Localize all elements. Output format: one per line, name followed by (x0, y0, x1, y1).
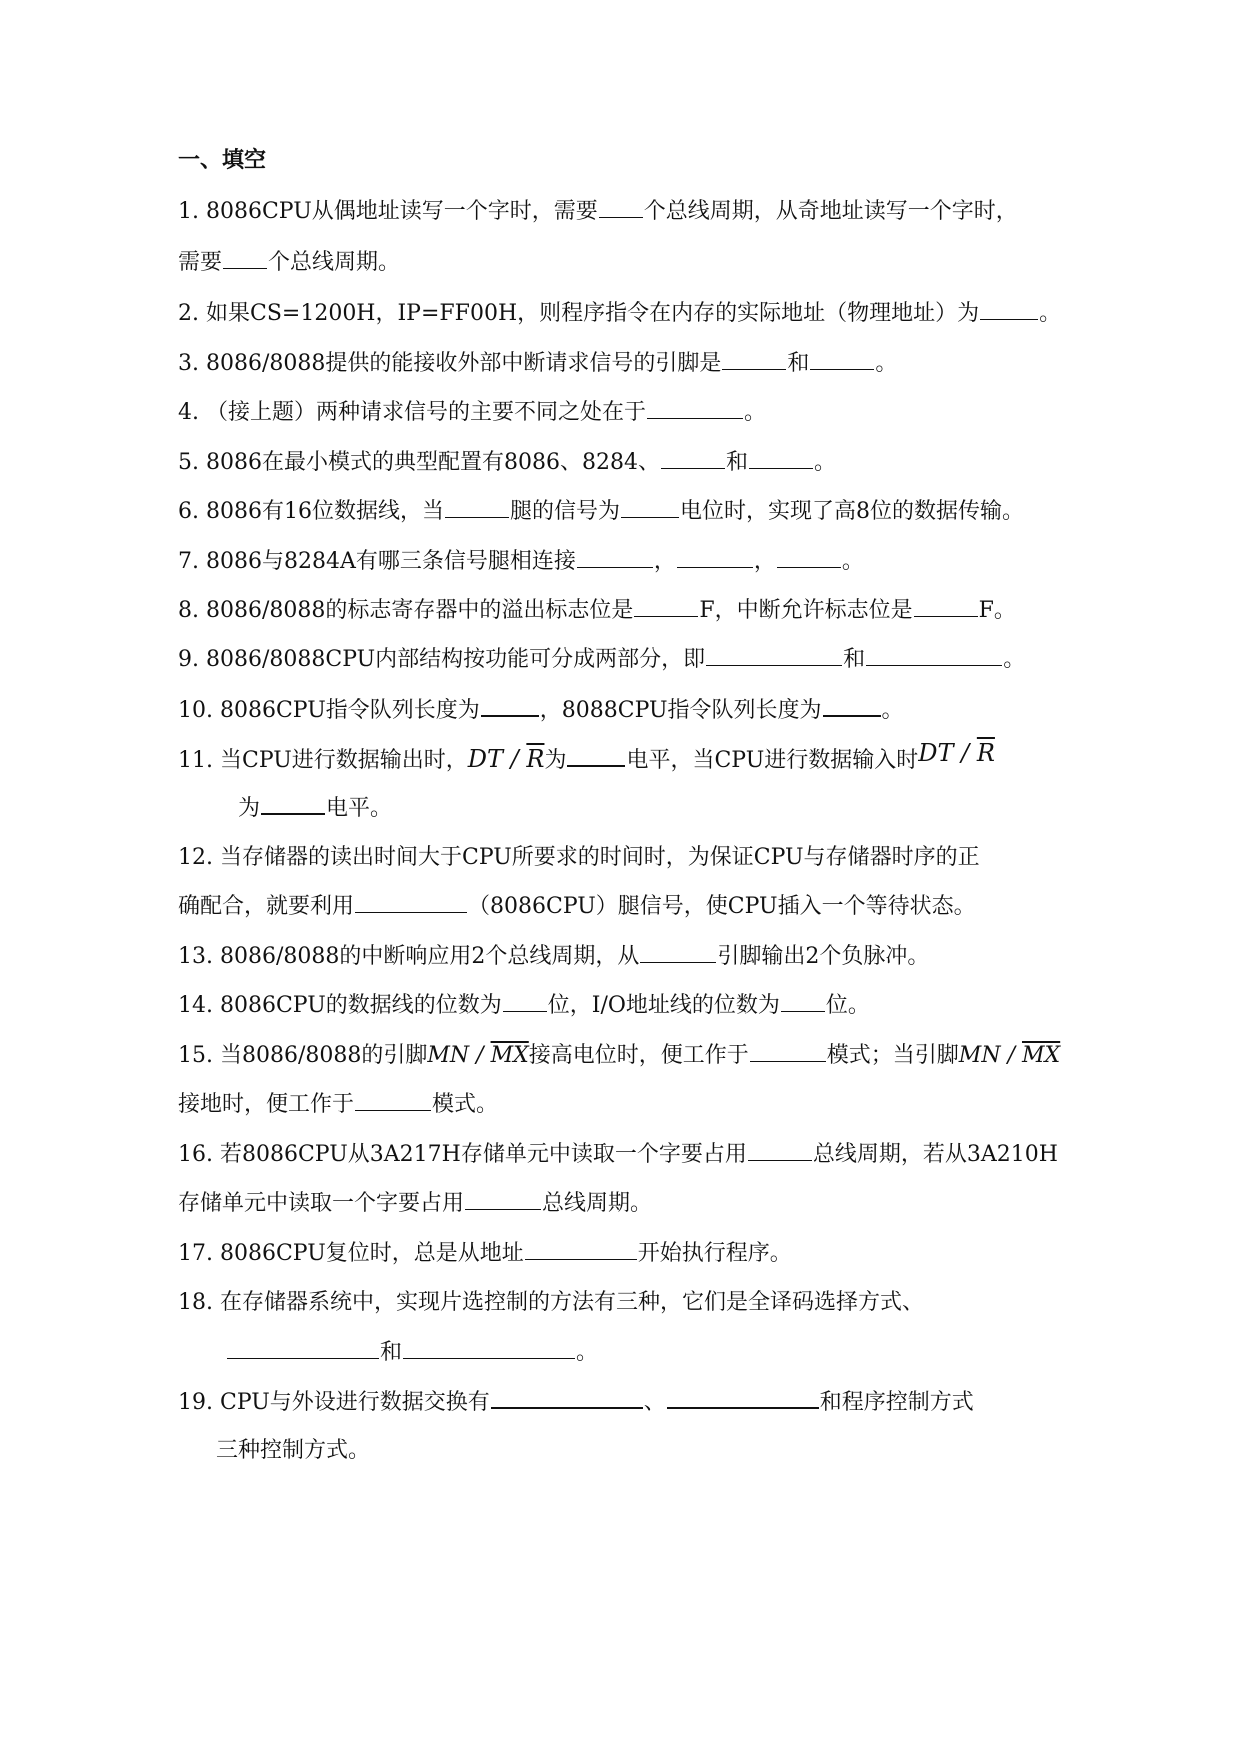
mn-mx-signal: MN / $\overline{MX}$ (427, 1043, 529, 1068)
q11-text-d: 为 (238, 796, 261, 821)
question-15-line-1 (178, 1041, 1060, 1071)
q8-text-b: F，中断允许标志位是 (699, 598, 913, 623)
q7-text-b: ， (653, 549, 676, 574)
question-12-line-2 (178, 892, 976, 922)
q6-text-b: 腿的信号为 (509, 499, 620, 524)
q8-blank-2[interactable] (914, 596, 978, 617)
q15-text-c: 模式；当引脚 (826, 1043, 959, 1068)
q19-text-b: 、 (643, 1390, 666, 1415)
q8-text-c: F。 (978, 598, 1016, 623)
q19-text-c: 和程序控制方式 (819, 1390, 974, 1415)
question-11-line-1 (178, 739, 995, 776)
question-7 (178, 547, 864, 577)
q17-text-a: 17. 8086CPU复位时，总是从地址 (178, 1241, 524, 1266)
q2-text-b: 。 (1039, 301, 1062, 326)
q14-blank-1[interactable] (503, 991, 547, 1012)
q6-blank-2[interactable] (621, 497, 679, 518)
q9-text-a: 9. 8086/8088CPU内部结构按功能可分成两部分，即 (178, 647, 706, 672)
q14-text-c: 位。 (825, 993, 870, 1018)
question-4 (178, 398, 766, 428)
q9-text-c: 。 (1003, 647, 1026, 672)
q3-text-a: 3. 8086/8088提供的能接收外部中断请求信号的引脚是 (178, 351, 722, 376)
question-14 (178, 991, 870, 1021)
question-6 (178, 497, 1024, 527)
q1-text-d: 个总线周期。 (268, 250, 401, 275)
section-heading: 一、填空 (178, 148, 267, 173)
question-8 (178, 596, 1016, 626)
q12-text-b: 确配合，就要利用 (178, 894, 355, 919)
q18-text-b: 和 (380, 1340, 403, 1365)
q18-blank-2[interactable] (403, 1338, 575, 1359)
q6-text-c: 电位时，实现了高8位的数据传输。 (679, 499, 1024, 524)
question-16-line-1 (178, 1140, 1058, 1170)
q7-blank-1[interactable] (577, 547, 653, 568)
q16-text-b: 总线周期，若从3A210H (812, 1142, 1058, 1167)
question-9 (178, 645, 1025, 675)
q6-text-a: 6. 8086有16位数据线，当 (178, 499, 444, 524)
q11-text-e: 电平。 (326, 796, 393, 821)
q1-text-c: 需要 (178, 250, 223, 275)
q4-blank-1[interactable] (647, 398, 743, 419)
q16-text-c: 存储单元中读取一个字要占用 (178, 1191, 465, 1216)
q5-text-a: 5. 8086在最小模式的典型配置有8086、8284、 (178, 450, 660, 475)
question-3 (178, 349, 897, 379)
q15-text-e: 模式。 (432, 1092, 499, 1117)
question-13 (178, 942, 929, 972)
q11-blank-2[interactable] (261, 793, 325, 815)
q3-text-b: 和 (787, 351, 810, 376)
q2-blank-1[interactable] (980, 299, 1038, 320)
q18-text-a: 18. 在存储器系统中，实现片选控制的方法有三种，它们是全译码选择方式、 (178, 1290, 924, 1315)
q7-text-c: ， (753, 549, 776, 574)
q15-blank-2[interactable] (355, 1090, 431, 1111)
q1-text-b: 个总线周期，从奇地址读写一个字时， (643, 199, 1018, 224)
q19-blank-2[interactable] (667, 1387, 819, 1409)
q13-text-b: 引脚输出2个负脉冲。 (717, 944, 930, 969)
question-15-line-2 (178, 1090, 498, 1120)
question-5 (178, 448, 836, 478)
question-17 (178, 1239, 792, 1269)
q16-blank-1[interactable] (748, 1140, 812, 1161)
q11-text-c: 电平，当CPU进行数据输入时 (626, 748, 919, 773)
question-12-line-1 (178, 843, 980, 873)
q11-blank-1[interactable] (567, 745, 625, 767)
q18-blank-1[interactable] (227, 1338, 379, 1359)
q3-blank-1[interactable] (722, 349, 786, 370)
q9-blank-2[interactable] (866, 645, 1002, 666)
q4-text-b: 。 (744, 400, 767, 425)
question-16-line-2 (178, 1189, 652, 1219)
q16-text-a: 16. 若8086CPU从3A217H存储单元中读取一个字要占用 (178, 1142, 747, 1167)
q16-blank-2[interactable] (465, 1189, 541, 1210)
q17-text-b: 开始执行程序。 (637, 1241, 792, 1266)
q1-blank-2[interactable] (223, 248, 267, 269)
q7-text-d: 。 (841, 549, 864, 574)
q12-blank-1[interactable] (355, 892, 467, 913)
q10-text-b: ，8088CPU指令队列长度为 (539, 698, 822, 723)
dt-r-signal: DT / $\overline{R}$ (467, 745, 545, 773)
question-18-line-1 (178, 1288, 924, 1318)
q11-text-a: 11. 当CPU进行数据输出时， (178, 748, 468, 773)
q8-blank-1[interactable] (634, 596, 698, 617)
mn-mx-signal-2: MN / $\overline{MX}$ (958, 1043, 1061, 1068)
q19-blank-1[interactable] (491, 1387, 643, 1409)
question-18-line-2 (226, 1338, 598, 1368)
q14-text-b: 位，I/O地址线的位数为 (547, 993, 780, 1018)
q17-blank-1[interactable] (525, 1239, 637, 1260)
q11-text-b: 为 (544, 748, 567, 773)
question-1-line-1 (178, 197, 1018, 227)
question-19-line-1 (178, 1387, 974, 1418)
q7-blank-2[interactable] (677, 547, 753, 568)
q15-text-a: 15. 当8086/8088的引脚 (178, 1043, 428, 1068)
q1-blank-1[interactable] (599, 197, 643, 218)
q9-text-b: 和 (843, 647, 866, 672)
q5-text-c: 。 (813, 450, 836, 475)
q10-text-c: 。 (881, 698, 904, 723)
q10-text-a: 10. 8086CPU指令队列长度为 (178, 698, 480, 723)
q12-text-c: （8086CPU）腿信号，使CPU插入一个等待状态。 (468, 894, 976, 919)
q14-text-a: 14. 8086CPU的数据线的位数为 (178, 993, 502, 1018)
q5-text-b: 和 (725, 450, 748, 475)
q13-blank-1[interactable] (640, 942, 716, 963)
q3-text-c: 。 (875, 351, 898, 376)
q2-text-a: 2. 如果CS=1200H，IP=FF00H，则程序指令在内存的实际地址（物理地址）为 (178, 301, 980, 326)
question-19-line-2 (216, 1436, 370, 1466)
q3-blank-2[interactable] (810, 349, 874, 370)
q15-blank-1[interactable] (750, 1041, 826, 1062)
q7-text-a: 7. 8086与8284A有哪三条信号腿相连接 (178, 549, 576, 574)
q5-blank-1[interactable] (661, 448, 725, 469)
q8-text-a: 8. 8086/8088的标志寄存器中的溢出标志位是 (178, 598, 634, 623)
q13-text-a: 13. 8086/8088的中断响应用2个总线周期，从 (178, 944, 640, 969)
q10-blank-2[interactable] (823, 695, 881, 717)
q5-blank-2[interactable] (749, 448, 813, 469)
q19-text-a: 19. CPU与外设进行数据交换有 (178, 1390, 490, 1415)
q14-blank-2[interactable] (781, 991, 825, 1012)
dt-r-signal-2: DT / $\overline{R}$ (918, 739, 995, 767)
q12-text-a: 12. 当存储器的读出时间大于CPU所要求的时间时，为保证CPU与存储器时序的正 (178, 845, 980, 870)
question-2 (178, 299, 1061, 329)
q6-blank-1[interactable] (445, 497, 509, 518)
q7-blank-3[interactable] (777, 547, 841, 568)
question-1-line-2 (178, 248, 400, 278)
q4-text-a: 4. （接上题）两种请求信号的主要不同之处在于 (178, 400, 646, 425)
q16-text-d: 总线周期。 (542, 1191, 653, 1216)
q19-text-d: 三种控制方式。 (216, 1438, 371, 1463)
q1-text-a: 1. 8086CPU从偶地址读写一个字时，需要 (178, 199, 598, 224)
q9-blank-1[interactable] (706, 645, 842, 666)
q15-text-d: 接地时，便工作于 (178, 1092, 355, 1117)
question-10 (178, 695, 904, 726)
q15-text-b: 接高电位时，便工作于 (528, 1043, 749, 1068)
q18-text-c: 。 (576, 1340, 599, 1365)
q10-blank-1[interactable] (481, 695, 539, 717)
question-11-line-2 (238, 793, 392, 824)
